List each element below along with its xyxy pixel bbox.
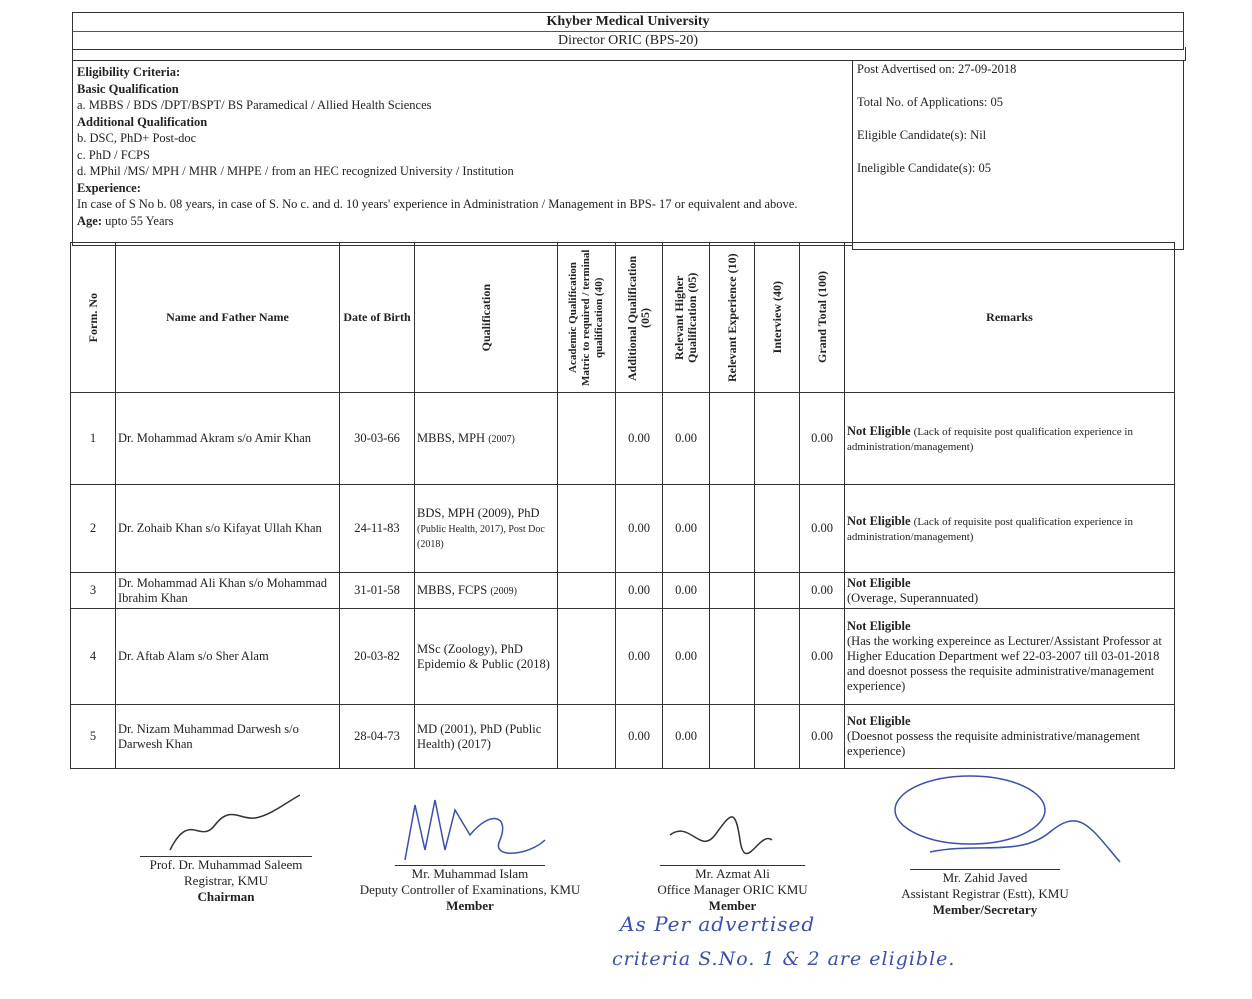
signatory-role: Chairman (197, 889, 255, 904)
row-academic (558, 573, 616, 609)
signature-scribble-1 (160, 790, 310, 860)
eligibility-criteria (72, 60, 852, 246)
row-interview (755, 573, 800, 609)
row-additional: 0.00 (616, 705, 663, 769)
age-label: Age: (77, 213, 102, 228)
col-experience: Relevant Experience (10) (710, 243, 755, 393)
col-form-no: Form. No (71, 243, 116, 393)
row-additional: 0.00 (616, 485, 663, 573)
signatory-role: Member/Secretary (932, 902, 1038, 917)
row-total: 0.00 (800, 705, 845, 769)
row-academic (558, 609, 616, 705)
row-qualification: BDS, MPH (2009), PhD (Public Health, 2017), Post Doc (2018) (415, 485, 558, 573)
row-name: Dr. Zohaib Khan s/o Kifayat Ullah Khan (116, 485, 340, 573)
signatory-title: Deputy Controller of Examinations, KMU (359, 882, 581, 897)
row-interview (755, 485, 800, 573)
experience-text: In case of S No b. 08 years, in case of S. No c. and d. 10 years' experience in Administration / Management in BPS- 17 or equivalent and above. (77, 197, 798, 211)
col-relevant-higher: Relevant Higher Qualification (05) (663, 243, 710, 393)
col-academic: Academic Qualification Matric to required / terminal qualification (40) (558, 243, 616, 393)
row-experience (710, 609, 755, 705)
criteria-heading: Eligibility Criteria: (77, 65, 181, 79)
col-name: Name and Father Name (116, 243, 340, 393)
col-qualification: Qualification (415, 243, 558, 393)
table-row (71, 573, 1175, 609)
row-qualification: MBBS, MPH (2007) (415, 393, 558, 485)
signatory-role: Member (446, 898, 494, 913)
row-interview (755, 705, 800, 769)
row-name: Dr. Mohammad Ali Khan s/o Mohammad Ibrahim Khan (116, 573, 340, 609)
university-title: Khyber Medical University (72, 12, 1184, 32)
signatory-name: Prof. Dr. Muhammad Saleem (140, 856, 312, 873)
ineligible-count: Ineligible Candidate(s): 05 (857, 161, 991, 175)
signatory-name: Mr. Muhammad Islam (395, 865, 545, 882)
basic-a: a. MBBS / BDS /DPT/BSPT/ BS Paramedical / Allied Health Sciences (77, 98, 432, 112)
row-qualification: MBBS, FCPS (2009) (415, 573, 558, 609)
row-remarks: Not Eligible (Has the working expereince as Lecturer/Assistant Professor at Higher Education Department wef 22-03-2007 till 03-01-2018 and doesnot possess the requisite administrative/management experience) (845, 609, 1175, 705)
additional-c: c. PhD / FCPS (77, 147, 150, 162)
row-higher: 0.00 (663, 609, 710, 705)
post-title: Director ORIC (BPS-20) (72, 32, 1184, 50)
row-experience (710, 705, 755, 769)
row-form-no: 1 (71, 393, 116, 485)
row-dob: 24-11-83 (340, 485, 415, 573)
row-dob: 28-04-73 (340, 705, 415, 769)
row-total: 0.00 (800, 609, 845, 705)
handwritten-note-line2: criteria S.No. 1 & 2 are eligible. (612, 948, 956, 970)
eligible-count: Eligible Candidate(s): Nil (857, 128, 987, 142)
row-form-no: 4 (71, 609, 116, 705)
col-remarks: Remarks (845, 243, 1175, 393)
row-experience (710, 485, 755, 573)
age-value: upto 55 Years (105, 213, 174, 228)
row-qualification: MD (2001), PhD (Public Health) (2017) (415, 705, 558, 769)
signatory-name: Mr. Azmat Ali (660, 865, 805, 882)
signatory-member-2 (640, 865, 825, 914)
row-dob: 31-01-58 (340, 573, 415, 609)
row-academic (558, 393, 616, 485)
row-experience (710, 393, 755, 485)
header-spacer (72, 47, 1186, 61)
document-header (72, 12, 1184, 50)
row-interview (755, 609, 800, 705)
row-interview (755, 393, 800, 485)
col-additional: Additional Qualification (05) (616, 243, 663, 393)
handwritten-note-line1: As Per advertised (620, 912, 816, 936)
signatory-role: Member (708, 898, 757, 913)
row-higher: 0.00 (663, 573, 710, 609)
experience-heading: Experience: (77, 180, 141, 195)
row-higher: 0.00 (663, 705, 710, 769)
row-form-no: 3 (71, 573, 116, 609)
row-dob: 20-03-82 (340, 609, 415, 705)
signatory-title: Registrar, KMU (184, 873, 268, 888)
row-experience (710, 573, 755, 609)
row-additional: 0.00 (616, 393, 663, 485)
row-academic (558, 705, 616, 769)
row-name: Dr. Mohammad Akram s/o Amir Khan (116, 393, 340, 485)
additional-heading: Additional Qualification (77, 114, 208, 129)
row-total: 0.00 (800, 393, 845, 485)
basic-heading: Basic Qualification (77, 81, 179, 96)
row-form-no: 5 (71, 705, 116, 769)
row-name: Dr. Aftab Alam s/o Sher Alam (116, 609, 340, 705)
row-qualification: MSc (Zoology), PhD Epidemio & Public (2018) (415, 609, 558, 705)
signatory-name: Mr. Zahid Javed (910, 869, 1060, 886)
table-row (71, 393, 1175, 485)
total-applications: Total No. of Applications: 05 (857, 95, 1003, 109)
signatory-title: Assistant Registrar (Estt), KMU (901, 886, 1069, 901)
signature-scribble-3 (660, 800, 780, 860)
row-total: 0.00 (800, 573, 845, 609)
additional-b: b. DSC, PhD+ Post-doc (77, 131, 197, 145)
signature-scribble-4 (890, 772, 1130, 872)
row-higher: 0.00 (663, 485, 710, 573)
row-dob: 30-03-66 (340, 393, 415, 485)
table-row (71, 705, 1175, 769)
table-row (71, 485, 1175, 573)
signatory-chairman (140, 856, 312, 905)
table-row (71, 609, 1175, 705)
col-interview: Interview (40) (755, 243, 800, 393)
row-remarks: Not Eligible (Doesnot possess the requisite administrative/management experience) (845, 705, 1175, 769)
col-grand-total: Grand Total (100) (800, 243, 845, 393)
table-header-row (71, 243, 1175, 393)
signature-scribble-2 (400, 790, 550, 870)
signatory-title: Office Manager ORIC KMU (657, 882, 808, 897)
row-higher: 0.00 (663, 393, 710, 485)
row-remarks: Not Eligible (Overage, Superannuated) (845, 573, 1175, 609)
row-total: 0.00 (800, 485, 845, 573)
row-additional: 0.00 (616, 573, 663, 609)
signatory-member-1 (345, 865, 595, 914)
row-remarks: Not Eligible (Lack of requisite post qualification experience in administration/management) (845, 393, 1175, 485)
col-dob: Date of Birth (340, 243, 415, 393)
row-additional: 0.00 (616, 609, 663, 705)
row-academic (558, 485, 616, 573)
summary-box (852, 60, 1184, 250)
advertised-date: Post Advertised on: 27-09-2018 (857, 62, 1017, 76)
row-name: Dr. Nizam Muhammad Darwesh s/o Darwesh Khan (116, 705, 340, 769)
row-form-no: 2 (71, 485, 116, 573)
signatory-secretary (885, 869, 1085, 918)
candidates-table (70, 242, 1175, 769)
row-remarks: Not Eligible (Lack of requisite post qualification experience in administration/management) (845, 485, 1175, 573)
additional-d: d. MPhil /MS/ MPH / MHR / MHPE / from an HEC recognized University / Institution (77, 164, 514, 178)
